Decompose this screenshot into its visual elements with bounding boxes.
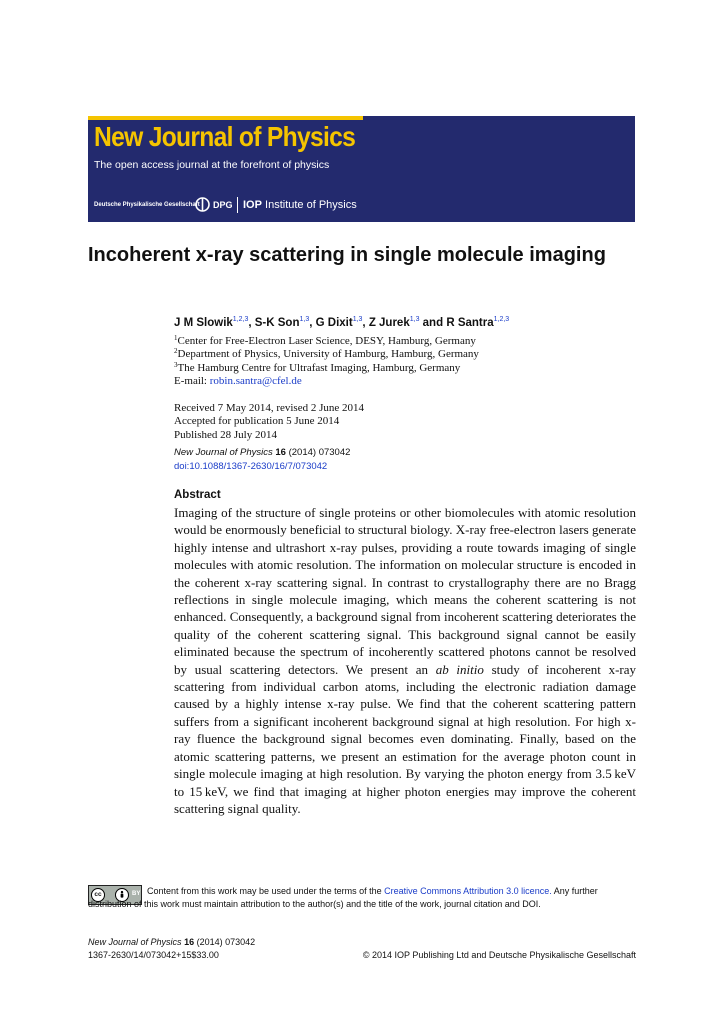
dpg-label: DPG <box>213 200 233 210</box>
affiliation-text: Department of Physics, University of Hamburg, Hamburg, Germany <box>177 348 479 361</box>
affiliation-number: 2 <box>174 347 178 356</box>
banner-accent-stripe <box>88 116 363 120</box>
dpg-logo-icon <box>195 197 210 212</box>
author-list <box>174 317 509 329</box>
citation-year-article: (2014) 073042 <box>285 447 351 458</box>
citation-journal: New Journal of Physics <box>174 447 273 458</box>
dpg-society-name: Deutsche Physikalische Gesellschaft <box>94 202 200 208</box>
author-affiliation-marks[interactable]: 1,2,3 <box>232 316 249 323</box>
author-separator: and <box>419 317 447 329</box>
author-separator: , <box>248 317 255 329</box>
abstract-part-2: study of incoherent x-ray scattering from individual carbon atoms, including the electronic radiation damage caused by a highly intense x-ray pulse. We find that the coherent scattering pattern suffers from a significant incoherent background signal at high resolution. For high x-ray fluence the background signal becomes even dominating. Finally, based on the atomic scattering patterns, we present an estimation for the average photon count in single molecule imaging at high resolution. By varying the photon energy from 3.5 keV to 15 keV, we find that imaging at higher photon energies may improve the coherent scattering signal quality. <box>174 661 637 816</box>
author-name: S-K Son <box>254 317 300 329</box>
citation-volume: 16 <box>275 447 286 458</box>
cc-icon: cc <box>91 888 105 902</box>
affiliation-item <box>174 335 479 348</box>
author-separator: , <box>309 317 316 329</box>
iop-name: Institute of Physics <box>265 199 357 211</box>
affiliation-item <box>174 348 479 361</box>
affiliation-item <box>174 362 479 375</box>
footer-copyright: © 2014 IOP Publishing Ltd and Deutsche Physikalische Gesellschaft <box>362 950 636 960</box>
received-date: Received 7 May 2014, revised 2 June 2014 <box>174 402 365 414</box>
affiliations <box>174 335 479 389</box>
journal-title: New Journal of Physics <box>94 121 356 152</box>
iop-logo <box>243 199 357 211</box>
affiliation-number: 1 <box>174 334 178 342</box>
author-name: J M Slowik <box>174 317 233 329</box>
affiliation-text: Center for Free-Electron Laser Science, DESY, Hamburg, Germany <box>177 335 476 347</box>
abstract-text <box>174 504 636 817</box>
footer-journal: New Journal of Physics <box>88 937 182 947</box>
by-label: BY <box>132 891 141 897</box>
footer-citation <box>88 936 255 949</box>
journal-tagline: The open access journal at the forefront of physics <box>94 159 330 171</box>
abstract-part-1: Imaging of the structure of single proteins or other biomolecules with atomic resolution would be enormously beneficial to structural biology. X-ray free-electron lasers generate highly intense and ultrashort x-ray pulses, providing a route towards imaging of single molecules with atomic resolution. The information on molecular structure is encoded in the coherent x-ray scattering signal. In contrast to crystallography there are no Bragg reflections in single molecule imaging, which means the coherent scattering is not enhanced. Consequently, a background signal from incoherent scattering deteriorates the quality of the coherent scattering signal. This background signal cannot be easily eliminated because the spectrum of incoherently scattered photons cannot be resolved by usual scattering detectors. We present an <box>174 505 636 677</box>
license-notice <box>88 885 636 911</box>
logo-divider <box>237 197 238 213</box>
cc-licence-link[interactable]: Creative Commons Attribution 3.0 licence. <box>384 886 552 896</box>
abstract-heading: Abstract <box>174 489 221 501</box>
citation-block <box>174 446 350 474</box>
iop-abbrev: IOP <box>243 199 262 211</box>
footer-volume: 16 <box>184 937 195 947</box>
license-prefix: Content from this work may be used under the terms of the <box>147 886 385 896</box>
author-name: Z Jurek <box>368 317 410 329</box>
author-affiliation-marks[interactable]: 1,3 <box>299 316 310 323</box>
email-label: E-mail: <box>174 375 210 388</box>
author-name: R Santra <box>446 317 494 329</box>
author-name: G Dixit <box>315 317 353 329</box>
email-link[interactable]: robin.santra@cfel.de <box>209 375 302 388</box>
author-affiliation-marks[interactable]: 1,3 <box>409 316 420 323</box>
affiliation-list <box>174 335 479 375</box>
paper-title: Incoherent x-ray scattering in single molecule imaging <box>88 244 606 266</box>
author-separator: , <box>362 317 369 329</box>
email-line <box>174 375 479 388</box>
footer-issn: 1367-2630/14/073042+15$33.00 <box>88 950 219 960</box>
abstract-emphasis: ab initio <box>435 661 484 677</box>
affiliation-number: 3 <box>174 360 178 369</box>
citation-line <box>174 446 350 460</box>
footer-left <box>88 936 255 962</box>
footer-year-article: (2014) 073042 <box>194 937 256 947</box>
publication-history <box>174 402 364 442</box>
author-affiliation-marks[interactable]: 1,2,3 <box>493 316 510 323</box>
doi-link[interactable]: doi:10.1088/1367-2630/16/7/073042 <box>174 461 328 472</box>
journal-banner <box>88 116 635 222</box>
affiliation-text: The Hamburg Centre for Ultrafast Imaging, Hamburg, Germany <box>177 361 461 374</box>
accepted-date: Accepted for publication 5 June 2014 <box>174 415 340 428</box>
license-suffix: Any further distribution of this work must maintain attribution to the author(s) and the title of the work, journal citation and DOI. <box>88 886 598 909</box>
author-affiliation-marks[interactable]: 1,3 <box>352 316 363 323</box>
published-date: Published 28 July 2014 <box>174 428 277 441</box>
